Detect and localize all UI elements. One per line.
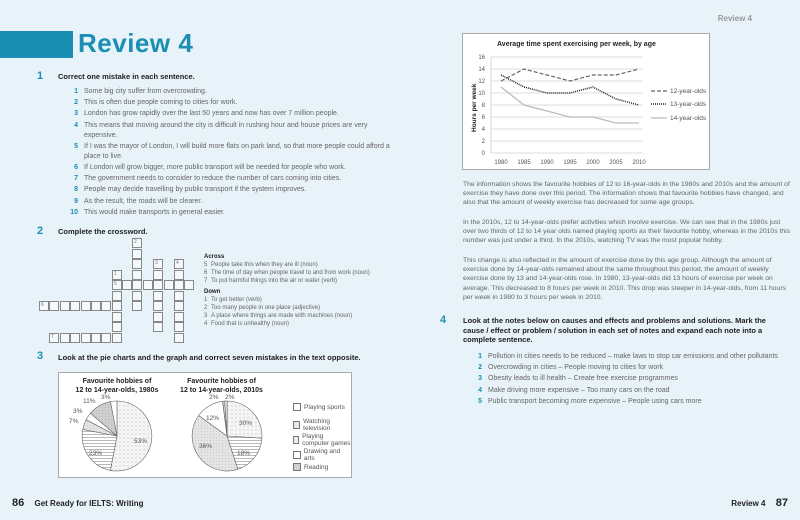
- crossword-cell[interactable]: [112, 312, 122, 322]
- exercise-1-list: [66, 87, 396, 219]
- swatch-icon: [293, 436, 299, 444]
- svg-text:18%: 18%: [237, 450, 251, 457]
- list-item: 6 If London will grow bigger, more public transport will be needed for people who work.: [74, 163, 346, 171]
- running-head: Review 4: [717, 14, 752, 23]
- svg-text:3%: 3%: [101, 394, 111, 401]
- legend-reading: Reading: [293, 463, 328, 471]
- crossword-cell[interactable]: 2: [132, 238, 142, 248]
- crossword-cell[interactable]: [174, 333, 184, 343]
- legend-playing-sports: Playing sports: [293, 403, 345, 411]
- list-item: 10 This would make transports in general easier.: [70, 208, 225, 216]
- crossword-cell[interactable]: [174, 270, 184, 280]
- list-item: 8 People may decide travelling by public transport if the system improves.: [74, 186, 307, 194]
- crossword-cell[interactable]: [112, 333, 122, 343]
- crossword-cell[interactable]: [143, 280, 153, 290]
- legend-drawing-arts: Drawing and arts: [293, 448, 351, 462]
- svg-text:7%: 7%: [69, 418, 79, 425]
- svg-text:2%: 2%: [209, 394, 219, 401]
- crossword-cell[interactable]: [153, 280, 163, 290]
- crossword-cell[interactable]: [70, 301, 80, 311]
- crossword-cell[interactable]: [174, 301, 184, 311]
- list-item: 2 Overcrowding in cities – People moving to cities for work: [478, 364, 664, 372]
- crossword-cell[interactable]: [101, 333, 111, 343]
- down-heading: Down: [204, 289, 221, 295]
- crossword-cell[interactable]: [70, 333, 80, 343]
- svg-text:6: 6: [481, 115, 485, 121]
- swatch-icon: [293, 403, 301, 411]
- swatch-icon: [293, 463, 301, 471]
- text-paragraph-2: In the 2010s, 12 to 14-year-olds prefer activities which involve exercise. We can see that in the 1980s just over two thirds of 12 to 14 year olds named playing sports as their favourite hobby, whereas in the 2010s this number was just under a third. In the 2010s, watching TV was the most popular hobby.: [463, 219, 791, 245]
- exercise-4-instruction: Look at the notes below on causes and effects and problems and solutions. Mark the cause / effect or problem / solution in each set of notes and expand each note into a complete sentence.: [463, 316, 766, 344]
- list-item: 5 If I was the mayor of London, I will build more flats on park land, so that more people could afford a place to live.: [74, 142, 390, 160]
- list-item: 3 Obesity leads to ill health – Create free exercise programmes: [478, 375, 678, 383]
- list-item: 4 Make driving more expensive – Too many cars on the road: [478, 386, 670, 394]
- list-item: 2 This is often due people coming to cities for work.: [74, 99, 238, 107]
- crossword-cell[interactable]: 1: [112, 270, 122, 280]
- crossword-cell[interactable]: [132, 249, 142, 259]
- clue-item: 7 To put harmful things into the air or water (verb): [204, 278, 338, 284]
- crossword-cell[interactable]: [153, 291, 163, 301]
- across-heading: Across: [204, 254, 225, 260]
- crossword-cell[interactable]: [60, 301, 70, 311]
- exercise-4-number: 4: [440, 314, 447, 326]
- exercise-2-number: 2: [37, 225, 44, 237]
- clue-item: 4 Food that is unhealthy (noun): [204, 321, 290, 327]
- crossword-cell[interactable]: [112, 301, 122, 311]
- crossword-cell[interactable]: [153, 270, 163, 280]
- svg-text:30%: 30%: [239, 420, 253, 427]
- exercise-2-instruction: Complete the crossword.: [58, 227, 148, 236]
- crossword-cell[interactable]: [132, 301, 142, 311]
- series-13-year-olds: [501, 75, 639, 105]
- svg-text:13-year-olds: 13-year-olds: [670, 101, 707, 108]
- clue-item: 1 To get better (verb): [204, 297, 262, 303]
- clue-item: 6 The time of day when people travel to and from work (noun): [204, 270, 370, 276]
- svg-text:10: 10: [478, 91, 485, 97]
- svg-text:0: 0: [481, 151, 485, 157]
- crossword-cell[interactable]: [101, 301, 111, 311]
- svg-text:2: 2: [481, 139, 485, 145]
- svg-text:1985: 1985: [517, 160, 531, 166]
- page-title: Review 4: [78, 28, 194, 58]
- svg-text:16: 16: [478, 55, 485, 61]
- clue-item: 3 A place where things are made with machines (noun): [204, 313, 353, 319]
- svg-text:Hours per week: Hours per week: [471, 83, 478, 132]
- crossword-cell[interactable]: [174, 291, 184, 301]
- pie-charts-figure: [58, 372, 352, 478]
- svg-text:14-year-olds: 14-year-olds: [670, 115, 707, 122]
- crossword-cell[interactable]: [81, 333, 91, 343]
- text-paragraph-3: This change is also reflected in the amount of exercise done by this age group. Although the amount of exercise done by 14-year-olds remained about the same throughout this period, the amount of weekly exercise done by 13 and 14-year-olds rose. In 1980, 13-year-olds did 13 hours of exercise per week on average. This decreased to 8 hours per week in 2010. This drop was steeper in 14-year-olds, from 11 hours per week in 1980 to 3 hours per week in 2010.: [463, 257, 787, 301]
- crossword-cell[interactable]: [153, 301, 163, 311]
- crossword-cell[interactable]: 4: [174, 259, 184, 269]
- svg-text:36%: 36%: [199, 443, 213, 450]
- svg-text:2%: 2%: [225, 394, 235, 401]
- crossword-cell[interactable]: 3: [153, 259, 163, 269]
- legend-computer-games: Playing computer games: [293, 433, 351, 447]
- list-item: 1 Some big city suffer from overcrowding.: [74, 88, 207, 95]
- crossword-cell[interactable]: 7: [49, 333, 59, 343]
- crossword-cell[interactable]: [184, 280, 194, 290]
- crossword-cell[interactable]: [122, 280, 132, 290]
- crossword-cell[interactable]: [174, 322, 184, 332]
- list-item: 5 Public transport becoming more expensive – People using cars more: [478, 397, 702, 405]
- svg-text:1980: 1980: [494, 160, 508, 166]
- svg-text:Average time spent exercising: Average time spent exercising per week, by age: [497, 41, 656, 48]
- crossword-cell[interactable]: [153, 322, 163, 332]
- crossword-clues: [204, 250, 394, 328]
- swatch-icon: [293, 421, 300, 429]
- pie-1-title: Favourite hobbies of 12 to 14-year-olds, 1980s: [75, 378, 159, 394]
- crossword-cell[interactable]: 5: [112, 280, 122, 290]
- swatch-icon: [293, 451, 301, 459]
- legend-watching-tv: Watching television: [293, 418, 351, 432]
- svg-text:12%: 12%: [206, 415, 220, 422]
- page-number-left: 86: [12, 497, 25, 509]
- svg-text:14: 14: [478, 67, 485, 73]
- svg-text:12: 12: [478, 79, 485, 85]
- crossword-cell[interactable]: [132, 280, 142, 290]
- crossword-cell[interactable]: [112, 322, 122, 332]
- svg-text:3%: 3%: [73, 408, 83, 415]
- crossword-cell[interactable]: [132, 270, 142, 280]
- crossword-cell[interactable]: [132, 259, 142, 269]
- pie-2-title: Favourite hobbies of 12 to 14-year-olds, 2010s: [180, 378, 263, 394]
- exercise-4-list: [470, 352, 788, 408]
- svg-text:23%: 23%: [89, 450, 103, 457]
- svg-text:2000: 2000: [586, 160, 600, 166]
- svg-text:2005: 2005: [609, 160, 623, 166]
- svg-text:53%: 53%: [134, 438, 148, 445]
- crossword-cell[interactable]: [91, 301, 101, 311]
- crossword-cell[interactable]: [81, 301, 91, 311]
- list-item: 3 London has grow rapidly over the last 50 years and now has over 7 million people.: [74, 110, 339, 118]
- page-number-right: 87: [775, 497, 788, 509]
- list-item: 7 The government needs to consider to reduce the number of cars coming into cities.: [74, 175, 342, 183]
- crossword-cell[interactable]: [132, 291, 142, 301]
- exercise-1-instruction: Correct one mistake in each sentence.: [58, 72, 195, 81]
- crossword-cell[interactable]: [60, 333, 70, 343]
- clue-item: 2 Too many people in one place (adjective): [204, 305, 321, 311]
- book-title: Get Ready for IELTS: Writing: [34, 499, 144, 508]
- series-12-year-olds: [501, 69, 639, 81]
- crossword-cell[interactable]: [153, 312, 163, 322]
- exercise-3-instruction: Look at the pie charts and the graph and correct seven mistakes in the text opposite.: [58, 353, 361, 362]
- line-chart-figure: [462, 33, 710, 170]
- crossword-cell[interactable]: [174, 312, 184, 322]
- exercise-3-number: 3: [37, 350, 44, 362]
- crossword-cell[interactable]: [174, 280, 184, 290]
- crossword-cell[interactable]: [164, 280, 174, 290]
- pie-2: [192, 401, 262, 471]
- svg-text:12-year-olds: 12-year-olds: [670, 88, 707, 95]
- footer-left: [12, 497, 144, 509]
- clue-item: 5 People take this when they are ill (noun): [204, 262, 318, 268]
- list-item: 9 As the result, the roads will be clearer.: [74, 197, 203, 205]
- exercise-1-number: 1: [37, 70, 44, 82]
- svg-text:2010: 2010: [632, 160, 646, 166]
- svg-text:1990: 1990: [540, 160, 554, 166]
- text-paragraph-1: The information shows the favourite hobbies of 12 to 16-year-olds in the 1980s and 2010s and the amount of exercise they have done over this period. The information shows that favourite hobbies have changed, and also that the amount of weekly exercise has decreased for some age groups.: [463, 181, 790, 207]
- crossword-cell[interactable]: 6: [39, 301, 49, 311]
- title-accent-bar: [0, 31, 73, 58]
- pie-1: [82, 401, 152, 471]
- svg-text:11%: 11%: [83, 398, 96, 405]
- svg-text:1995: 1995: [563, 160, 577, 166]
- crossword-cell[interactable]: [91, 333, 101, 343]
- list-item: 4 This means that moving around the city is difficult in rushing hour and house prices are very expensive.: [74, 121, 368, 139]
- footer-right: [731, 497, 788, 509]
- list-item: 1 Pollution in cities needs to be reduced – make laws to stop car emissions and other pollutants: [478, 353, 778, 360]
- svg-text:4: 4: [481, 127, 485, 133]
- svg-text:8: 8: [481, 103, 485, 109]
- line-chart-svg: [463, 34, 709, 169]
- crossword-cell[interactable]: [112, 291, 122, 301]
- crossword-cell[interactable]: [49, 301, 59, 311]
- chapter-title: Review 4: [731, 499, 766, 508]
